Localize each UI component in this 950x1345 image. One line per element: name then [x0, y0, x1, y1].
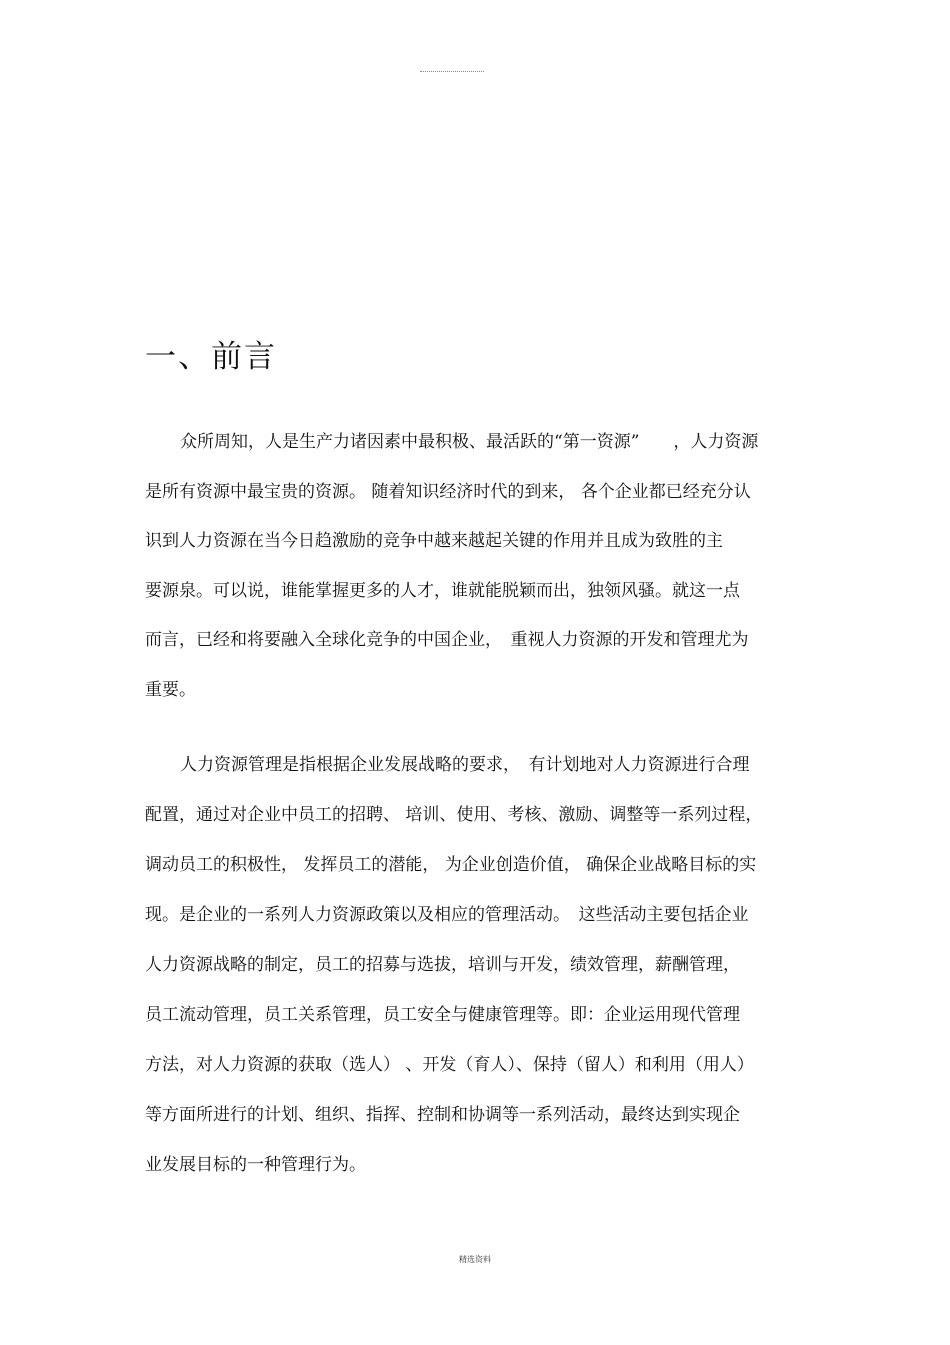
page-footer: 精选资料 — [459, 1255, 491, 1264]
paragraph-2-line-6: 员工流动管理，员工关系管理，员工安全与健康管理等。即：企业运用现代管理 — [145, 1005, 740, 1025]
paragraph-2-line-3: 调动员工的积极性， 发挥员工的潜能， 为企业创造价值， 确保企业战略目标的实 — [145, 855, 757, 875]
paragraph-2-line-2: 配置，通过对企业中员工的招聘、 培训、使用、考核、激励、调整等一系列过程， — [145, 805, 763, 825]
paragraph-1-line-3: 识到人力资源在当今日趋激励的竞争中越来越起关键的作用并且成为致胜的主 — [145, 531, 723, 551]
paragraph-2-line-4: 现。是企业的一系列人力资源政策以及相应的管理活动。 这些活动主要包括企业 — [145, 905, 749, 925]
paragraph-2-line-1: 人力资源管理是指根据企业发展战略的要求， 有计划地对人力资源进行合理 — [180, 755, 750, 775]
paragraph-1-line-4: 要源泉。可以说，谁能掌握更多的人才，谁就能脱颖而出，独领风骚。就这一点 — [145, 581, 740, 601]
header-dotted-rule — [420, 71, 484, 72]
paragraph-2-line-8: 等方面所进行的计划、组织、指挥、控制和协调等一系列活动，最终达到实现企 — [145, 1105, 740, 1125]
paragraph-1-line-5: 而言，已经和将要融入全球化竞争的中国企业， 重视人力资源的开发和管理尤为 — [145, 630, 749, 650]
paragraph-2-line-5: 人力资源战略的制定，员工的招募与选拔，培训与开发，绩效管理，薪酬管理， — [145, 955, 740, 975]
paragraph-1-line-1: 众所周知，人是生产力诸因素中最积极、最活跃的“第一资源” ，人力资源 — [180, 432, 759, 452]
paragraph-2-line-7: 方法，对人力资源的获取（选人） 、开发（育人）、保持（留人）和利用（用人） — [145, 1055, 754, 1075]
paragraph-2-line-9: 业发展目标的一种管理行为。 — [145, 1155, 366, 1175]
paragraph-1-line-2: 是所有资源中最宝贵的资源。 随着知识经济时代的到来， 各个企业都已经充分认 — [145, 482, 751, 502]
paragraph-1-line-6: 重要。 — [145, 680, 196, 700]
section-heading: 一、前言 — [145, 339, 277, 375]
